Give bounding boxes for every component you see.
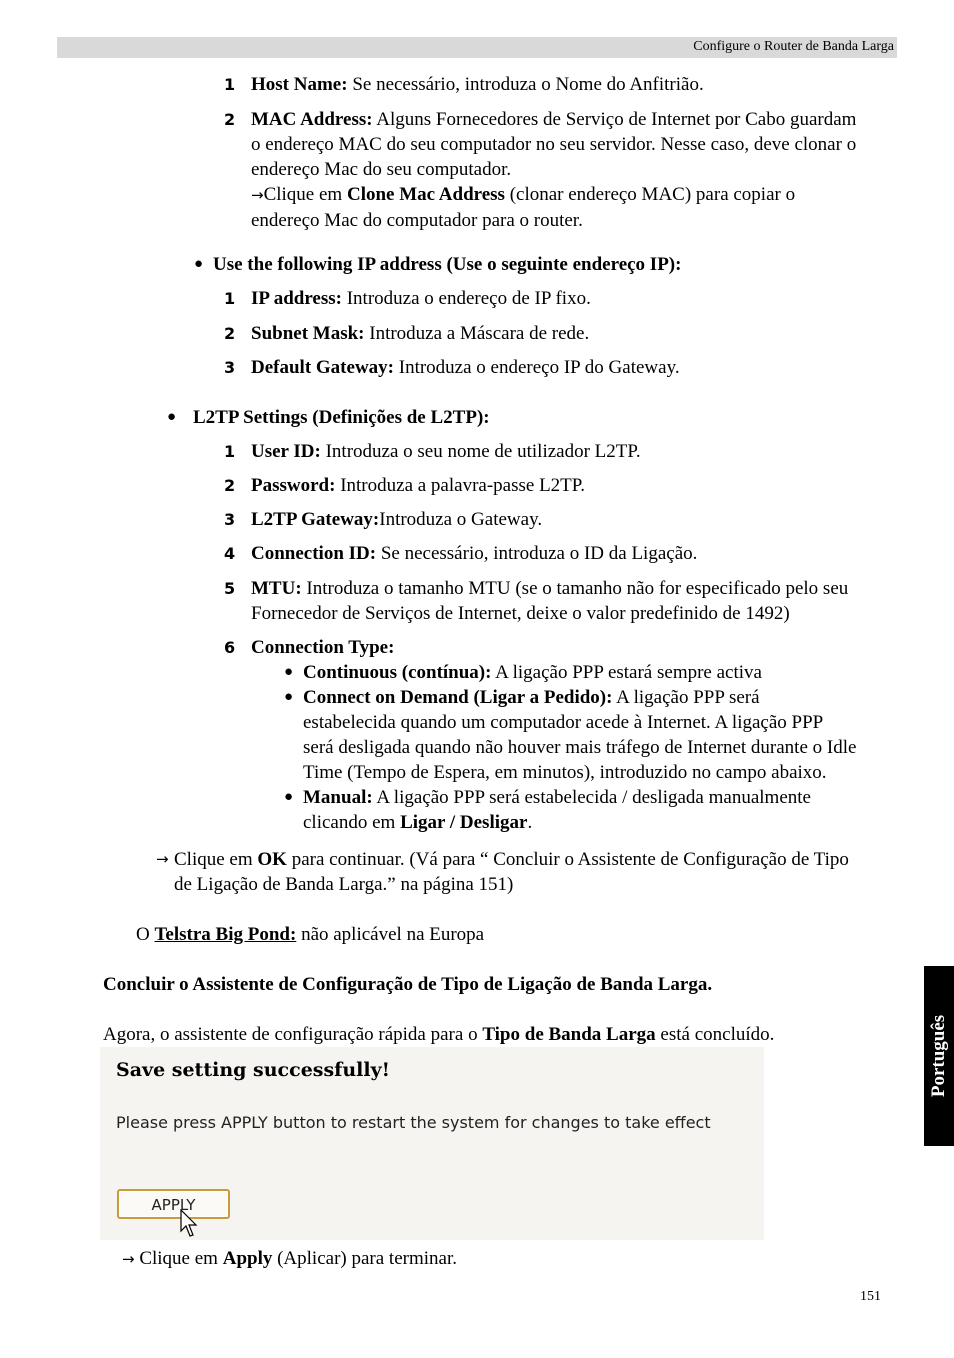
host-name-item <box>251 72 704 97</box>
note-text: Clique em <box>139 1248 223 1269</box>
item-number: 2 <box>224 324 236 343</box>
item-number: 2 <box>224 110 236 129</box>
mtu-item <box>251 576 901 626</box>
item-number: 5 <box>224 579 236 598</box>
finish-heading: Concluir o Assistente de Configuração de Tipo de Ligação de Banda Larga. <box>103 974 713 995</box>
item-label: Connection ID: <box>251 543 377 564</box>
clone-text: Clique em <box>263 184 347 205</box>
apply-note <box>122 1246 457 1272</box>
save-success-title: Save setting successfully! <box>116 1059 390 1081</box>
item-label: Password: <box>251 475 336 496</box>
l2tp-heading: L2TP Settings (Definições de L2TP): <box>193 407 490 428</box>
option-text: A ligação PPP será estabelecida / desligada manualmente <box>372 787 811 808</box>
mac-address-item <box>251 107 901 233</box>
clone-mac-label: Clone Mac Address <box>346 184 505 205</box>
clone-text: endereço Mac do computador para o router. <box>251 210 583 231</box>
language-tab <box>924 966 954 1146</box>
note-text: (Aplicar) para terminar. <box>272 1248 457 1269</box>
ok-note <box>174 847 904 897</box>
apply-message: Please press APPLY button to restart the system for changes to take effect <box>116 1113 711 1132</box>
option-label: Manual: <box>303 787 373 808</box>
bullet-icon: ● <box>284 664 294 680</box>
ok-label: OK <box>257 849 287 870</box>
option-text: Time (Tempo de Espera, em minutos), introduzido no campo abaixo. <box>303 762 827 783</box>
item-label: L2TP Gateway: <box>251 509 380 530</box>
item-text: Introduza a Máscara de rede. <box>364 323 590 344</box>
telstra-label: Telstra Big Pond: <box>154 924 297 945</box>
option-label: Continuous (contínua): <box>303 662 492 683</box>
manual-option <box>303 785 903 835</box>
item-label: Subnet Mask: <box>251 323 365 344</box>
note-text: de Ligação de Banda Larga.” na página 151) <box>174 874 514 895</box>
note-text: para continuar. (Vá para “ Concluir o Assistente de Configuração de Tipo <box>286 849 849 870</box>
apply-button[interactable]: APPLY <box>117 1189 230 1219</box>
host-name-label: Host Name: <box>251 74 348 95</box>
circle-icon: O <box>136 924 150 945</box>
telstra-item <box>136 922 484 947</box>
host-name-text: Se necessário, introduza o Nome do Anfitrião. <box>347 74 704 95</box>
header-title: Configure o Router de Banda Larga <box>693 39 894 54</box>
bullet-icon: ● <box>167 409 177 425</box>
option-text: . <box>527 812 533 833</box>
clone-text: (clonar endereço MAC) para copiar o <box>504 184 796 205</box>
mac-text: Alguns Fornecedores de Serviço de Internet por Cabo guardam <box>372 109 857 130</box>
connection-id-item <box>251 541 697 566</box>
item-text: Introduza o seu nome de utilizador L2TP. <box>320 441 641 462</box>
option-text: A ligação PPP será <box>612 687 760 708</box>
item-number: 1 <box>224 289 236 308</box>
item-number: 1 <box>224 442 236 461</box>
option-label: Connect on Demand (Ligar a Pedido): <box>303 687 613 708</box>
item-text: Introduza o endereço de IP fixo. <box>341 288 591 309</box>
option-text: clicando em <box>303 812 401 833</box>
note-text: Clique em <box>174 849 258 870</box>
item-number: 1 <box>224 75 236 94</box>
item-number: 6 <box>224 638 236 657</box>
arrow-icon: → <box>156 850 169 868</box>
option-text: A ligação PPP estará sempre activa <box>491 662 762 683</box>
item-label: User ID: <box>251 441 321 462</box>
item-text: Introduza o tamanho MTU (se o tamanho não for especificado pelo seu <box>301 578 849 599</box>
connection-type-label: Connection Type: <box>251 637 395 658</box>
option-bold: Ligar / Desligar <box>400 812 528 833</box>
intro-text: Agora, o assistente de configuração rápida para o <box>103 1024 483 1045</box>
bullet-icon: ● <box>194 256 204 272</box>
item-text: Fornecedor de Serviços de Internet, deixe o valor predefinido de 1492) <box>251 603 790 624</box>
item-number: 2 <box>224 476 236 495</box>
item-text: Introduza o endereço IP do Gateway. <box>394 357 680 378</box>
item-text: Introduza a palavra-passe L2TP. <box>335 475 585 496</box>
subnet-mask-item <box>251 321 589 346</box>
continuous-option <box>303 660 762 685</box>
ip-address-item <box>251 286 591 311</box>
arrow-icon: → <box>122 1250 135 1268</box>
telstra-text: não aplicável na Europa <box>296 924 485 945</box>
mac-text: o endereço MAC do seu computador no seu servidor. Nesse caso, deve clonar o <box>251 134 857 155</box>
user-id-item <box>251 439 641 464</box>
finish-intro <box>103 1022 774 1047</box>
language-tab-label: Português <box>928 1014 949 1098</box>
mouse-cursor-icon <box>180 1209 200 1239</box>
page-number: 151 <box>860 1289 881 1304</box>
item-number: 3 <box>224 510 236 529</box>
item-text: Introduza o Gateway. <box>379 509 543 530</box>
item-label: IP address: <box>251 288 342 309</box>
item-number: 3 <box>224 358 236 377</box>
default-gateway-item <box>251 355 680 380</box>
running-header <box>57 37 897 58</box>
apply-screenshot <box>100 1047 764 1240</box>
bullet-icon: ● <box>284 789 294 805</box>
apply-label: Apply <box>222 1248 273 1269</box>
arrow-icon: → <box>251 186 264 204</box>
item-text: Se necessário, introduza o ID da Ligação. <box>376 543 698 564</box>
intro-bold: Tipo de Banda Larga <box>482 1024 656 1045</box>
on-demand-option <box>303 685 903 785</box>
mac-text: endereço Mac do seu computador. <box>251 159 512 180</box>
bullet-icon: ● <box>284 689 294 705</box>
item-label: MTU: <box>251 578 302 599</box>
option-text: estabelecida quando um computador acede à Internet. A ligação PPP <box>303 712 824 733</box>
option-text: será desligada quando não houver mais tráfego de Internet durante o Idle <box>303 737 857 758</box>
mac-address-label: MAC Address: <box>251 109 373 130</box>
item-number: 4 <box>224 544 236 563</box>
item-label: Default Gateway: <box>251 357 394 378</box>
static-ip-heading: Use the following IP address (Use o seguinte endereço IP): <box>213 254 682 275</box>
intro-text: está concluído. <box>655 1024 775 1045</box>
l2tp-gateway-item <box>251 507 542 532</box>
password-item <box>251 473 585 498</box>
